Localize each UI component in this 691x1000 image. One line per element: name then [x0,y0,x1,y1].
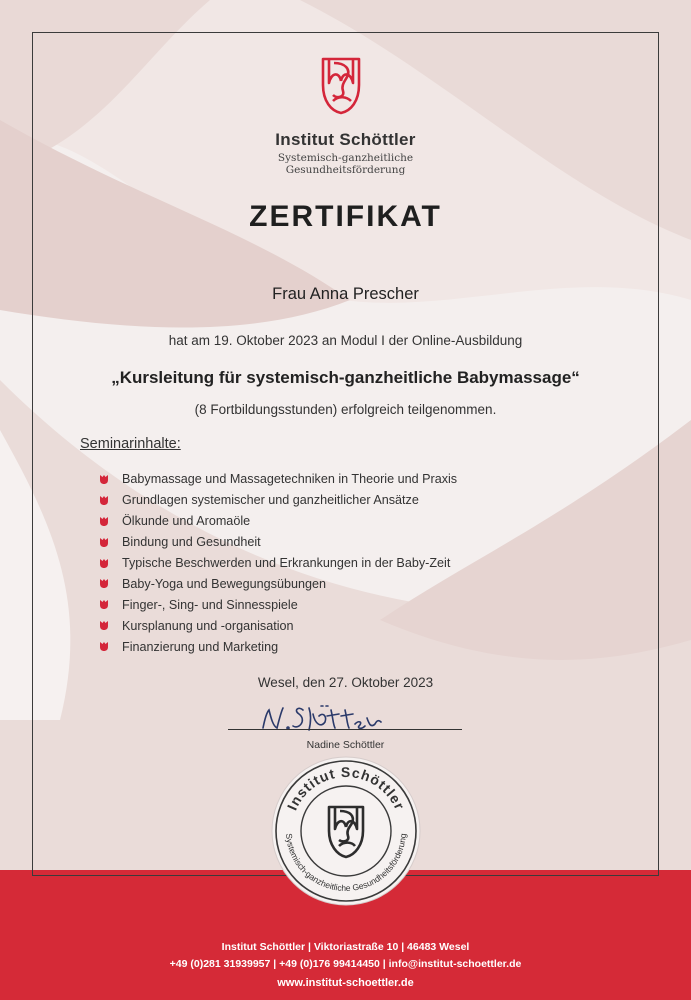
seminar-heading: Seminarinhalte: [80,436,181,452]
intro-line: hat am 19. Oktober 2023 an Modul I der Online-Ausbildung [168,333,523,348]
tulip-bullet-icon [100,579,108,588]
tulip-bullet-icon [100,517,108,526]
footer-contact: +49 (0)281 31939957 | +49 (0)176 99414450 | info@institut-schoettler.de [169,958,522,970]
list-item [100,615,457,636]
tulip-bullet-icon [100,559,108,568]
seal-bottom-text: Systemisch-ganzheitliche Gesundheitsförderung [284,832,408,894]
tulip-bullet-icon [100,496,108,505]
seal-top-text: Institut Schöttler [283,763,409,813]
institute-seal [270,755,422,907]
signer-name: Nadine Schöttler [306,739,385,751]
list-item [100,553,457,574]
list-item [100,636,457,657]
institute-subtitle-line1: Systemisch-ganzheitliche [277,152,414,164]
course-title: „Kursleitung für systemisch-ganzheitliche Babymassage“ [111,368,580,387]
institute-subtitle-line2: Gesundheitsförderung [285,164,406,176]
list-item [100,511,457,532]
topic-list [100,469,457,657]
institute-name: Institut Schöttler [275,130,416,149]
completion-line: (8 Fortbildungsstunden) erfolgreich teilgenommen. [194,402,497,417]
certificate-title: ZERTIFIKAT [249,200,442,233]
footer-address: Institut Schöttler | Viktoriastraße 10 | 46483 Wesel [221,941,470,953]
list-item [100,490,457,511]
list-item [100,469,457,490]
list-item [100,594,457,615]
topic-label: Kursplanung und -organisation [122,618,294,633]
list-item [100,532,457,553]
tulip-bullet-icon [100,475,108,484]
tulip-bullet-icon [100,538,108,547]
topic-label: Bindung und Gesundheit [122,535,261,550]
list-item [100,573,457,594]
topic-label: Finanzierung und Marketing [122,639,279,654]
tulip-bullet-icon [100,642,108,651]
footer-website[interactable]: www.institut-schoettler.de [277,977,414,989]
topic-label: Finger-, Sing- und Sinnesspiele [122,597,298,612]
recipient-name: Frau Anna Prescher [272,285,419,303]
topic-label: Baby-Yoga und Bewegungsübungen [122,576,327,591]
topic-label: Babymassage und Massagetechniken in Theorie und Praxis [122,472,458,487]
topic-label: Ölkunde und Aromaöle [122,514,251,529]
signature-line [228,729,462,730]
topic-label: Grundlagen systemischer und ganzheitlicher Ansätze [122,493,419,508]
tulip-bullet-icon [100,600,108,609]
tulip-logo-icon [317,55,365,117]
tulip-bullet-icon [100,621,108,630]
handwritten-signature [255,700,415,736]
topic-label: Typische Beschwerden und Erkrankungen in der Baby-Zeit [122,556,451,570]
place-date: Wesel, den 27. Oktober 2023 [257,675,434,690]
